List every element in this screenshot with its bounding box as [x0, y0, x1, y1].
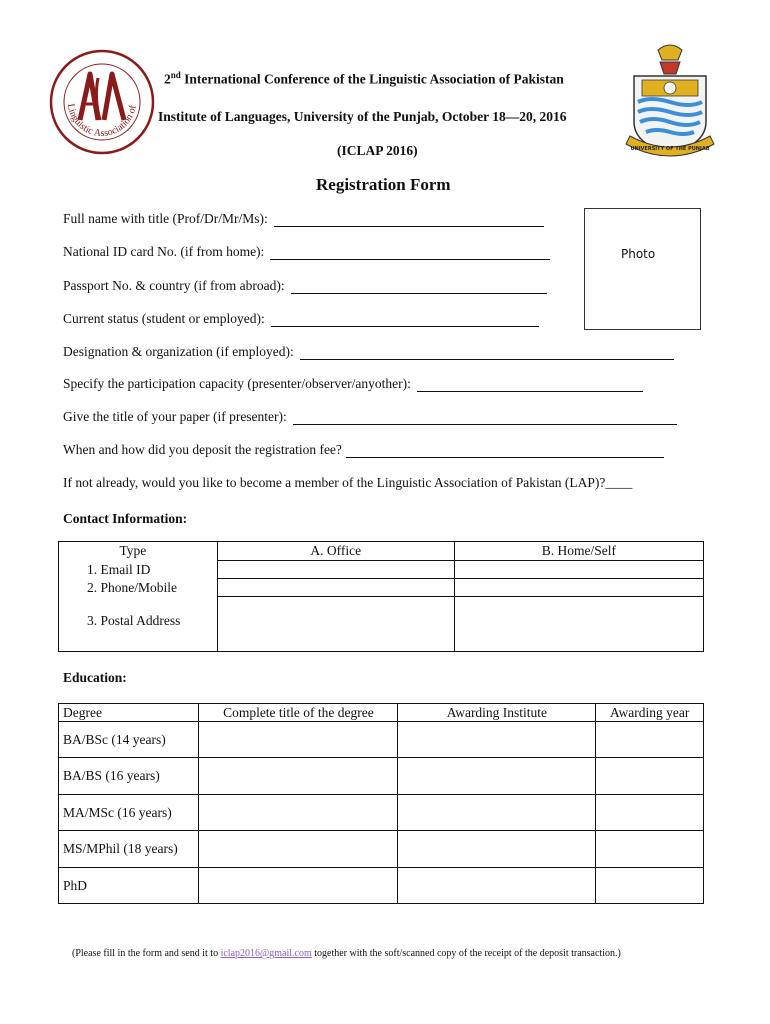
education-degree-cell — [59, 868, 199, 904]
full-name-label: Full name with title (Prof/Dr/Mr/Ms): — [63, 211, 268, 226]
education-header-institute: Awarding Institute — [446, 705, 548, 720]
education-header-year: Awarding year — [610, 705, 690, 720]
photo-box[interactable] — [584, 208, 701, 330]
education-header-cell — [199, 704, 398, 722]
table-row — [59, 831, 704, 868]
contact-row-label — [59, 597, 218, 652]
photo-label: Photo — [621, 247, 656, 261]
contact-col-office — [217, 542, 454, 561]
education-header-cell — [596, 704, 704, 722]
education-header-title: Complete title of the degree — [223, 705, 374, 720]
education-year-cell[interactable] — [596, 758, 704, 795]
education-degree-cell — [59, 758, 199, 795]
degree-phd: PhD — [63, 877, 88, 893]
svg-text:Linguistic Association of Paki: Linguistic Association of — [64, 102, 139, 140]
contact-email-link[interactable]: iclap2016@gmail.com — [220, 948, 312, 959]
lap-logo — [48, 48, 156, 156]
education-degree-cell — [59, 831, 199, 868]
contact-phone-office-cell[interactable] — [217, 579, 454, 597]
footer-text-after: together with the soft/scanned copy of the receipt of the deposit transaction.) — [311, 948, 621, 959]
national-id-label: National ID card No. (if from home): — [63, 244, 265, 259]
table-row — [59, 704, 704, 722]
current-status-label: Current status (student or employed): — [63, 311, 265, 326]
contact-row-label — [59, 561, 218, 579]
national-id-line[interactable] — [270, 245, 550, 260]
paper-title-line[interactable] — [293, 410, 677, 425]
education-header-degree: Degree — [63, 705, 102, 720]
designation-line[interactable] — [300, 345, 674, 360]
education-header-cell — [59, 704, 199, 722]
paper-title-label: Give the title of your paper (if presenter): — [63, 409, 287, 424]
education-title-cell[interactable] — [199, 831, 398, 868]
contact-col-type — [59, 542, 218, 561]
education-title-cell[interactable] — [199, 868, 398, 904]
table-row — [59, 758, 704, 795]
national-id-field[interactable] — [63, 244, 550, 260]
table-row — [59, 542, 704, 561]
current-status-field[interactable] — [63, 311, 539, 327]
participation-capacity-field[interactable] — [63, 376, 643, 392]
form-title: Registration Form — [316, 175, 451, 194]
table-row — [59, 868, 704, 904]
degree-ba-bs-16: BA/BS (16 years) — [63, 768, 160, 783]
registration-fee-line[interactable] — [346, 443, 664, 458]
membership-field[interactable] — [63, 475, 632, 491]
contact-header-home: B. Home/Self — [541, 543, 617, 558]
current-status-line[interactable] — [271, 312, 539, 327]
full-name-line[interactable] — [274, 212, 544, 227]
designation-field[interactable] — [63, 344, 674, 360]
contact-email-label: 1. Email ID — [87, 561, 151, 577]
education-degree-cell — [59, 795, 199, 831]
membership-label: If not already, would you like to become a member of the Linguistic Association of Pakistan (LAP)?____ — [63, 475, 633, 490]
registration-fee-field[interactable] — [63, 442, 664, 458]
education-year-cell[interactable] — [596, 795, 704, 831]
passport-line[interactable] — [291, 279, 547, 294]
education-section-title: Education: — [63, 670, 127, 685]
contact-email-home-cell[interactable] — [454, 561, 703, 579]
degree-ma-msc-16: MA/MSc (16 years) — [63, 804, 172, 820]
table-row — [59, 795, 704, 831]
contact-row-label — [59, 579, 218, 597]
contact-phone-label: 2. Phone/Mobile — [87, 579, 177, 595]
education-title-cell[interactable] — [199, 758, 398, 795]
education-year-cell[interactable] — [596, 831, 704, 868]
passport-label: Passport No. & country (if from abroad): — [63, 278, 285, 293]
education-year-cell[interactable] — [596, 868, 704, 904]
education-institute-cell[interactable] — [398, 722, 596, 758]
registration-fee-label: When and how did you deposit the registration fee? — [63, 442, 342, 457]
contact-postal-office-cell[interactable] — [217, 597, 454, 652]
conference-venue: Institute of Languages, University of the Punjab, October 18—20, 2016 — [158, 109, 567, 124]
contact-email-office-cell[interactable] — [217, 561, 454, 579]
full-name-field[interactable] — [63, 211, 544, 227]
contact-section-title: Contact Information: — [63, 511, 188, 526]
education-table — [58, 703, 704, 904]
education-title-cell[interactable] — [199, 722, 398, 758]
table-row — [59, 561, 704, 579]
education-title-cell[interactable] — [199, 795, 398, 831]
participation-capacity-label: Specify the participation capacity (presenter/observer/anyother): — [63, 376, 411, 391]
table-row — [59, 579, 704, 597]
table-row — [59, 597, 704, 652]
footer-text-before: (Please fill in the form and send it to — [72, 948, 221, 959]
contact-col-home — [454, 542, 703, 561]
contact-table — [58, 541, 704, 652]
contact-header-type: Type — [119, 543, 147, 558]
contact-phone-home-cell[interactable] — [454, 579, 703, 597]
paper-title-field[interactable] — [63, 409, 677, 425]
passport-field[interactable] — [63, 278, 547, 294]
svg-text:UNIVERSITY OF THE PUNJAB: UNIVERSITY OF THE PUNJAB — [630, 146, 710, 152]
education-institute-cell[interactable] — [398, 868, 596, 904]
degree-ba-bsc-14: BA/BSc (14 years) — [63, 731, 166, 747]
contact-header-office: A. Office — [310, 543, 362, 558]
education-institute-cell[interactable] — [398, 795, 596, 831]
punjab-university-crest — [620, 40, 720, 164]
contact-postal-home-cell[interactable] — [454, 597, 703, 652]
participation-capacity-line[interactable] — [417, 377, 643, 392]
contact-postal-label: 3. Postal Address — [87, 612, 181, 628]
education-year-cell[interactable] — [596, 722, 704, 758]
education-degree-cell — [59, 722, 199, 758]
education-institute-cell[interactable] — [398, 831, 596, 868]
table-row — [59, 722, 704, 758]
education-header-cell — [398, 704, 596, 722]
education-institute-cell[interactable] — [398, 758, 596, 795]
designation-label: Designation & organization (if employed): — [63, 344, 294, 359]
conference-abbreviation: (ICLAP 2016) — [337, 143, 418, 158]
degree-ms-mphil-18: MS/MPhil (18 years) — [63, 841, 178, 856]
conference-title: 2nd International Conference of the Linguistic Association of Pakistan — [164, 70, 564, 87]
footer-instructions — [72, 948, 621, 959]
